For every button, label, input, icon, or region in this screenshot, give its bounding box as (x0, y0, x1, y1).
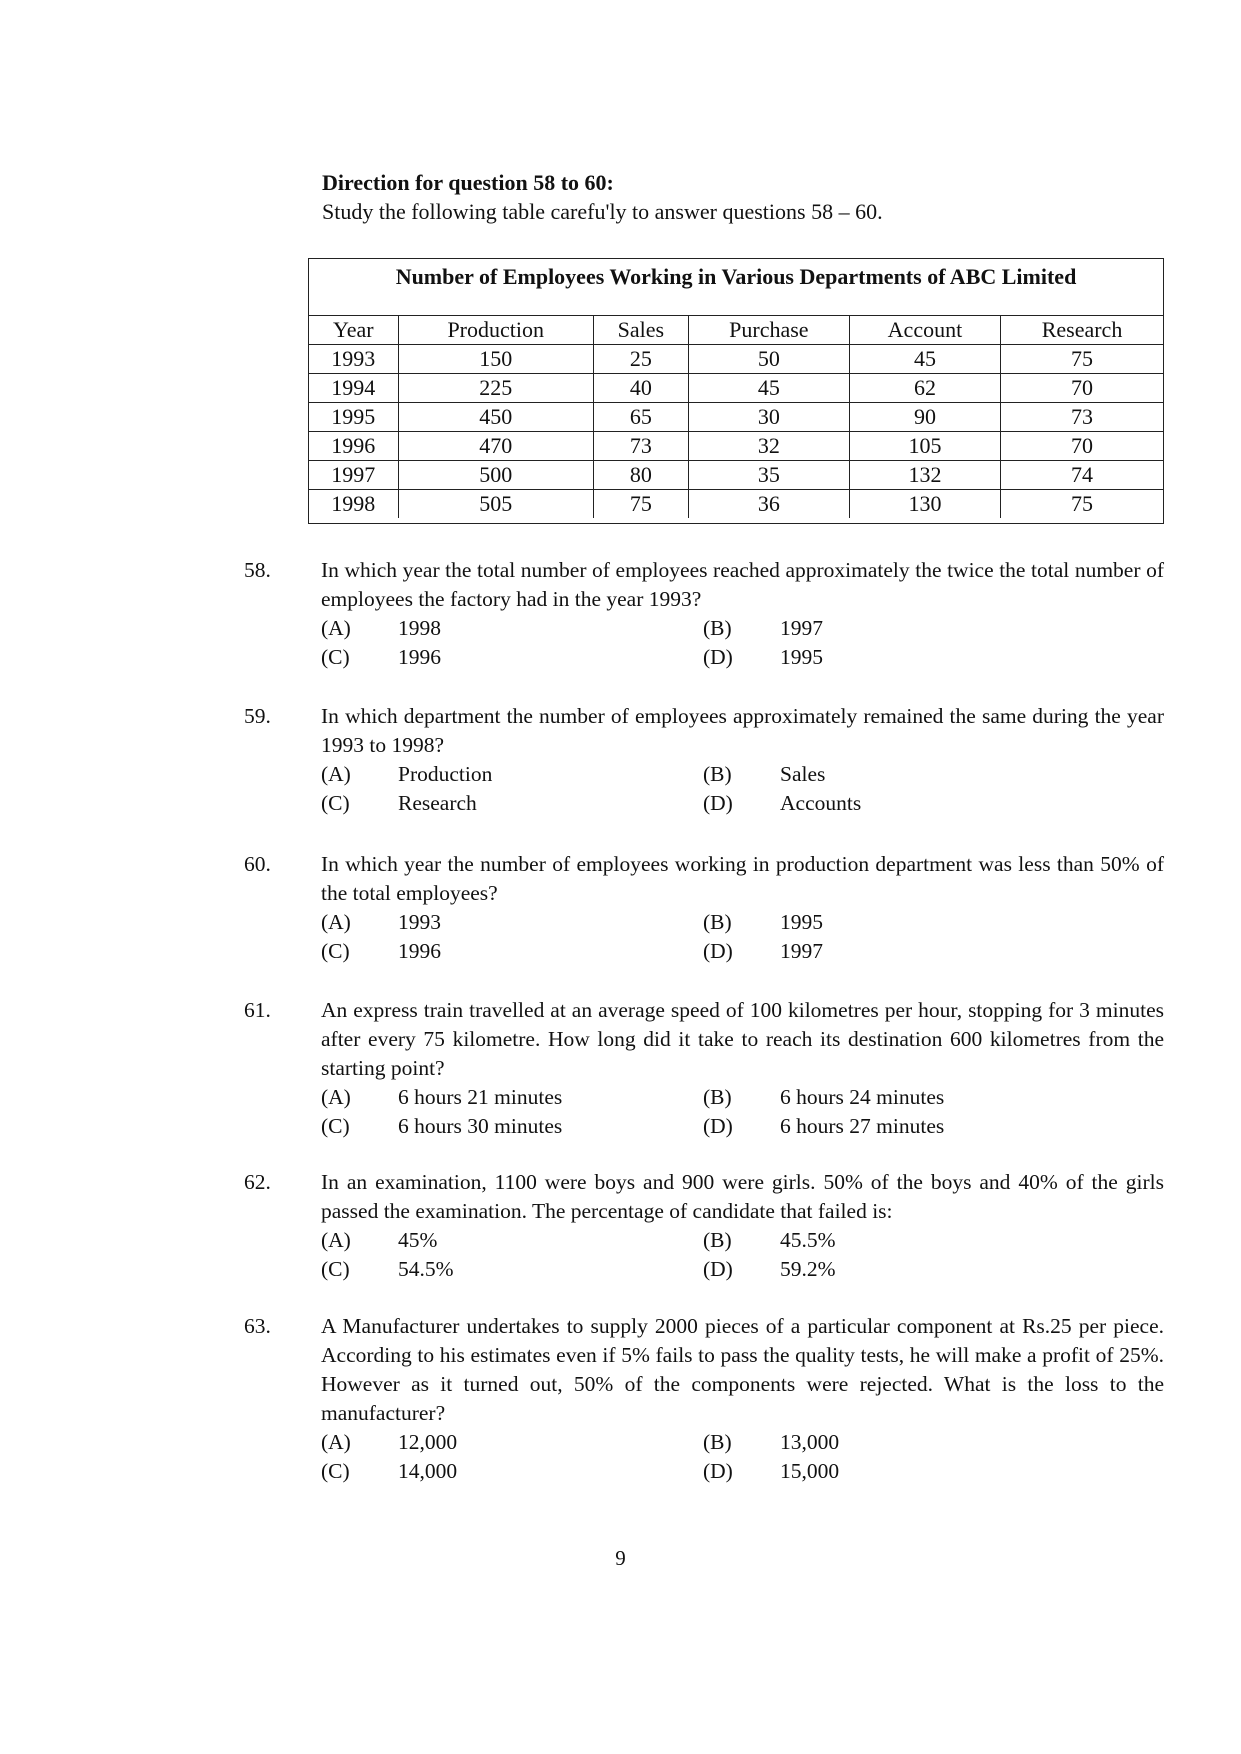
table-cell: 450 (398, 403, 593, 432)
table-cell: 150 (398, 345, 593, 374)
option-text-b: 6 hours 24 minutes (780, 1085, 945, 1109)
options-grid (321, 1428, 1164, 1486)
table-row (309, 490, 1163, 519)
option-text-a: Production (398, 762, 493, 786)
option-text-a: 6 hours 21 minutes (398, 1085, 563, 1109)
option-text-b: 1997 (780, 616, 823, 640)
option-label-a: (A) (321, 762, 351, 786)
option-text-c: 14,000 (398, 1459, 458, 1483)
header-purchase: Purchase (688, 316, 849, 345)
option-label-c: (C) (321, 1114, 350, 1138)
option-text-c: 1996 (398, 645, 441, 669)
question-text: In which year the number of employees working in production department was less than 50% of the total employees? (321, 852, 1164, 905)
table-cell: 1995 (309, 403, 398, 432)
header-research: Research (1001, 316, 1163, 345)
option-text-c: 54.5% (398, 1257, 454, 1281)
option-text-d: 6 hours 27 minutes (780, 1114, 945, 1138)
table-cell: 73 (1001, 403, 1163, 432)
option-label-c: (C) (321, 939, 350, 963)
option-label-a: (A) (321, 1228, 351, 1252)
table-row (309, 374, 1163, 403)
direction-title: Direction for question 58 to 60: (322, 170, 614, 195)
table-cell: 80 (593, 461, 688, 490)
options-grid (321, 760, 1164, 818)
table-cell: 75 (1001, 490, 1163, 519)
question-61 (244, 996, 1164, 1141)
table-cell: 105 (849, 432, 1000, 461)
option-label-b: (B) (703, 1430, 732, 1454)
option-label-d: (D) (703, 791, 733, 815)
option-label-d: (D) (703, 939, 733, 963)
question-number: 62. (244, 1170, 271, 1194)
question-text: In an examination, 1100 were boys and 900 were girls. 50% of the boys and 40% of the girls passed the examination. The percentage of candidate that failed is: (321, 1170, 1164, 1223)
option-label-c: (C) (321, 645, 350, 669)
option-label-c: (C) (321, 1459, 350, 1483)
option-text-c: 1996 (398, 939, 441, 963)
table-cell: 40 (593, 374, 688, 403)
option-label-b: (B) (703, 1228, 732, 1252)
option-text-d: 59.2% (780, 1257, 836, 1281)
table-cell: 90 (849, 403, 1000, 432)
options-grid (321, 1083, 1164, 1141)
table-cell: 35 (688, 461, 849, 490)
option-text-a: 12,000 (398, 1430, 458, 1454)
option-label-b: (B) (703, 1085, 732, 1109)
question-text: In which year the total number of employees reached approximately the twice the total number of employees the factory had in the year 1993? (321, 558, 1164, 611)
table-row (309, 403, 1163, 432)
option-label-a: (A) (321, 1085, 351, 1109)
option-text-c: 6 hours 30 minutes (398, 1114, 563, 1138)
option-text-d: 1995 (780, 645, 823, 669)
question-text: In which department the number of employees approximately remained the same during the year 1993 to 1998? (321, 704, 1164, 757)
direction-block (322, 168, 883, 226)
page-number: 9 (615, 1546, 626, 1570)
table-cell: 505 (398, 490, 593, 519)
table-cell: 70 (1001, 374, 1163, 403)
question-number: 61. (244, 998, 271, 1022)
table-cell: 62 (849, 374, 1000, 403)
table-cell: 1993 (309, 345, 398, 374)
table-cell: 45 (849, 345, 1000, 374)
header-production: Production (398, 316, 593, 345)
option-label-d: (D) (703, 645, 733, 669)
question-62 (244, 1168, 1164, 1284)
option-text-a: 45% (398, 1228, 438, 1252)
table-row (309, 461, 1163, 490)
table-cell: 470 (398, 432, 593, 461)
table-cell: 65 (593, 403, 688, 432)
option-text-b: 13,000 (780, 1430, 840, 1454)
table-cell: 25 (593, 345, 688, 374)
table-cell: 50 (688, 345, 849, 374)
option-text-d: 1997 (780, 939, 823, 963)
header-account: Account (849, 316, 1000, 345)
question-59 (244, 702, 1164, 818)
table-cell: 225 (398, 374, 593, 403)
table-cell: 1994 (309, 374, 398, 403)
option-label-a: (A) (321, 616, 351, 640)
option-label-a: (A) (321, 1430, 351, 1454)
employee-table-box (308, 258, 1164, 524)
table-cell: 132 (849, 461, 1000, 490)
option-label-d: (D) (703, 1459, 733, 1483)
question-63 (244, 1312, 1164, 1486)
option-text-a: 1993 (398, 910, 441, 934)
table-cell: 73 (593, 432, 688, 461)
option-label-a: (A) (321, 910, 351, 934)
table-row (309, 432, 1163, 461)
table-cell: 74 (1001, 461, 1163, 490)
option-text-b: 45.5% (780, 1228, 836, 1252)
option-label-c: (C) (321, 1257, 350, 1281)
table-cell: 36 (688, 490, 849, 519)
header-year: Year (309, 316, 398, 345)
question-number: 59. (244, 704, 271, 728)
option-text-d: 15,000 (780, 1459, 840, 1483)
option-label-d: (D) (703, 1257, 733, 1281)
question-text: An express train travelled at an average speed of 100 kilometres per hour, stopping for 3 minutes after every 75 kilometre. How long did it take to reach its destination 600 kilometres from the starting point? (321, 998, 1164, 1080)
option-label-b: (B) (703, 910, 732, 934)
table-cell: 130 (849, 490, 1000, 519)
table-cell: 1998 (309, 490, 398, 519)
table-header-row (309, 316, 1163, 345)
table-cell: 70 (1001, 432, 1163, 461)
question-58 (244, 556, 1164, 672)
table-title: Number of Employees Working in Various Departments of ABC Limited (395, 264, 1077, 289)
option-text-b: Sales (780, 762, 826, 786)
direction-text: Study the following table carefu'ly to answer questions 58 – 60. (322, 199, 883, 224)
header-sales: Sales (593, 316, 688, 345)
option-text-c: Research (398, 791, 477, 815)
option-label-b: (B) (703, 616, 732, 640)
question-number: 60. (244, 852, 271, 876)
question-text: A Manufacturer undertakes to supply 2000 pieces of a particular component at Rs.25 per piece. According to his estimates even if 5% fails to pass the quality tests, he will make a profit of 25%. However as it turned out, 50% of the components were rejected. What is the loss to the manufacturer? (321, 1314, 1164, 1425)
table-cell: 75 (593, 490, 688, 519)
table-cell: 1997 (309, 461, 398, 490)
options-grid (321, 908, 1164, 966)
option-label-b: (B) (703, 762, 732, 786)
option-text-a: 1998 (398, 616, 441, 640)
option-text-b: 1995 (780, 910, 823, 934)
table-cell: 45 (688, 374, 849, 403)
question-60 (244, 850, 1164, 966)
table-cell: 500 (398, 461, 593, 490)
table-row (309, 345, 1163, 374)
table-cell: 30 (688, 403, 849, 432)
table-cell: 32 (688, 432, 849, 461)
options-grid (321, 1226, 1164, 1284)
question-number: 63. (244, 1314, 271, 1338)
question-number: 58. (244, 558, 271, 582)
table-cell: 75 (1001, 345, 1163, 374)
option-text-d: Accounts (780, 791, 862, 815)
employee-table (309, 315, 1163, 518)
options-grid (321, 614, 1164, 672)
option-label-d: (D) (703, 1114, 733, 1138)
option-label-c: (C) (321, 791, 350, 815)
table-cell: 1996 (309, 432, 398, 461)
